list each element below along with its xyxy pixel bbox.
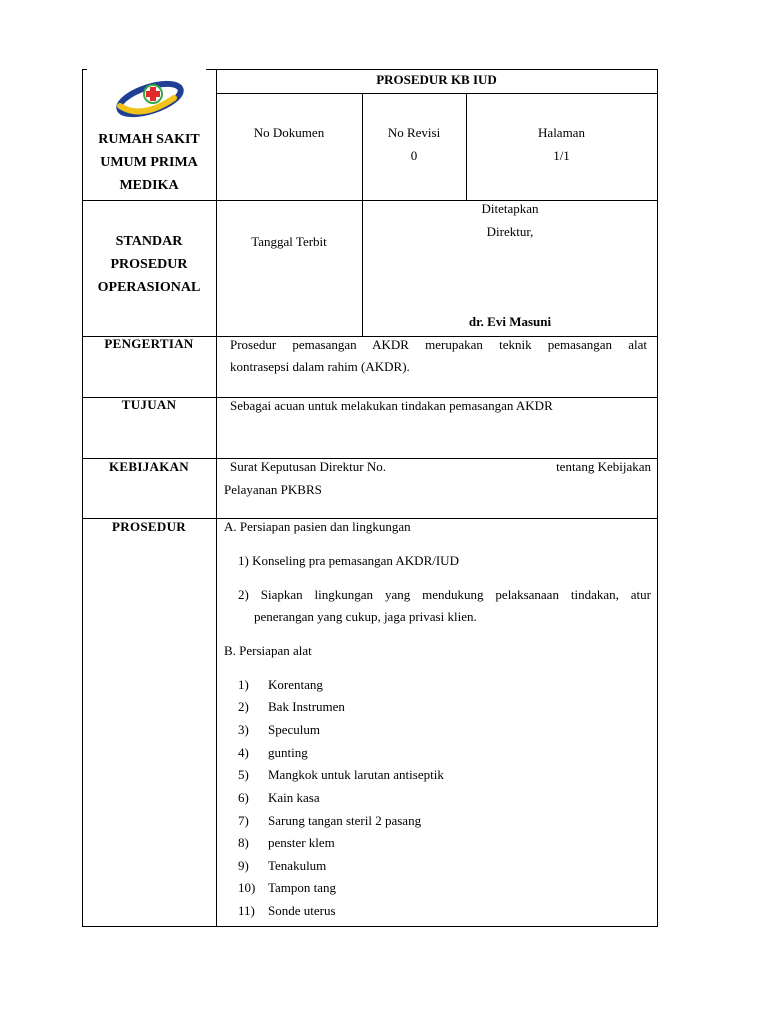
section-a-item-1: 1) Konseling pra pemasangan AKDR/IUD: [238, 553, 459, 568]
kebijakan-label: KEBIJAKAN: [109, 459, 189, 474]
prosedur-label: PROSEDUR: [112, 519, 186, 534]
list-item-number: 6): [238, 790, 249, 805]
revision-value: 0: [410, 148, 418, 163]
list-item: [238, 903, 336, 919]
sop-label: [82, 230, 216, 299]
list-item-text: Korentang: [268, 677, 323, 692]
list-item: [238, 813, 421, 829]
list-item: [238, 858, 326, 874]
list-item-number: 1): [238, 677, 249, 692]
list-item-number: 9): [238, 858, 249, 873]
set-by-label: Ditetapkan: [481, 201, 539, 216]
kebijakan-line-1-right: tentang Kebijakan: [556, 459, 651, 474]
revision-label: No Revisi: [387, 125, 441, 140]
list-item-text: Tampon tang: [268, 880, 337, 895]
pengertian-label: PENGERTIAN: [104, 336, 194, 351]
pengertian-line-2: kontrasepsi dalam rahim (AKDR).: [230, 359, 410, 374]
list-item: [238, 790, 320, 806]
list-item-number: 7): [238, 813, 249, 828]
list-item-text: Bak Instrumen: [268, 699, 345, 714]
hospital-name: [82, 128, 216, 197]
tujuan-label: TUJUAN: [121, 397, 177, 412]
issue-date-label: Tanggal Terbit: [251, 234, 327, 249]
kebijakan-line-2: Pelayanan PKBRS: [224, 482, 322, 497]
director-label: Direktur,: [486, 224, 534, 239]
list-item-number: 11): [238, 903, 255, 918]
list-item-number: 2): [238, 699, 249, 714]
list-item-number: 4): [238, 745, 249, 760]
section-a-heading: A. Persiapan pasien dan lingkungan: [224, 519, 411, 534]
doc-number-label: No Dokumen: [253, 125, 325, 140]
list-item-number: 3): [238, 722, 249, 737]
section-a-item-2-line-1: 2) Siapkan lingkungan yang mendukung pelaksanaan tindakan, atur: [238, 587, 651, 602]
hospital-name-line: UMUM PRIMA: [100, 155, 198, 170]
list-item: [238, 835, 335, 851]
hospital-name-line: RUMAH SAKIT: [98, 132, 200, 147]
list-item-number: 5): [238, 767, 249, 782]
section-b-heading: B. Persiapan alat: [224, 643, 312, 658]
list-item: [238, 722, 320, 738]
hospital-name-line: MEDIKA: [119, 178, 179, 193]
list-item-number: 10): [238, 880, 256, 895]
page-label: Halaman: [538, 125, 585, 140]
list-item-text: Sonde uterus: [268, 903, 336, 918]
list-item: [238, 880, 336, 896]
list-item-text: penster klem: [268, 835, 335, 850]
pengertian-line-1: Prosedur pemasangan AKDR merupakan teknik pemasangan alat: [230, 337, 647, 352]
director-name: dr. Evi Masuni: [468, 314, 552, 329]
list-item-text: gunting: [268, 745, 308, 760]
document-title: PROSEDUR KB IUD: [376, 72, 497, 87]
tujuan-text: Sebagai acuan untuk melakukan tindakan pemasangan AKDR: [230, 398, 553, 413]
page-value: 1/1: [553, 148, 570, 163]
list-item-text: Sarung tangan steril 2 pasang: [268, 813, 422, 828]
list-item-text: Speculum: [268, 722, 320, 737]
sop-label-line: PROSEDUR: [110, 257, 188, 272]
list-item: [238, 745, 308, 761]
list-item-text: Mangkok untuk larutan antiseptik: [268, 767, 444, 782]
section-a-item-2-line-2: penerangan yang cukup, jaga privasi klien.: [254, 609, 477, 624]
sop-label-line: STANDAR: [115, 234, 183, 249]
list-item-text: Tenakulum: [268, 858, 327, 873]
list-item: [238, 767, 444, 783]
sop-label-line: OPERASIONAL: [97, 280, 201, 295]
list-item: [238, 677, 323, 693]
kebijakan-line-1-left: Surat Keputusan Direktur No.: [230, 459, 386, 474]
hospital-logo: [112, 76, 188, 120]
list-item: [238, 699, 345, 715]
list-item-number: 8): [238, 835, 249, 850]
list-item-text: Kain kasa: [268, 790, 320, 805]
